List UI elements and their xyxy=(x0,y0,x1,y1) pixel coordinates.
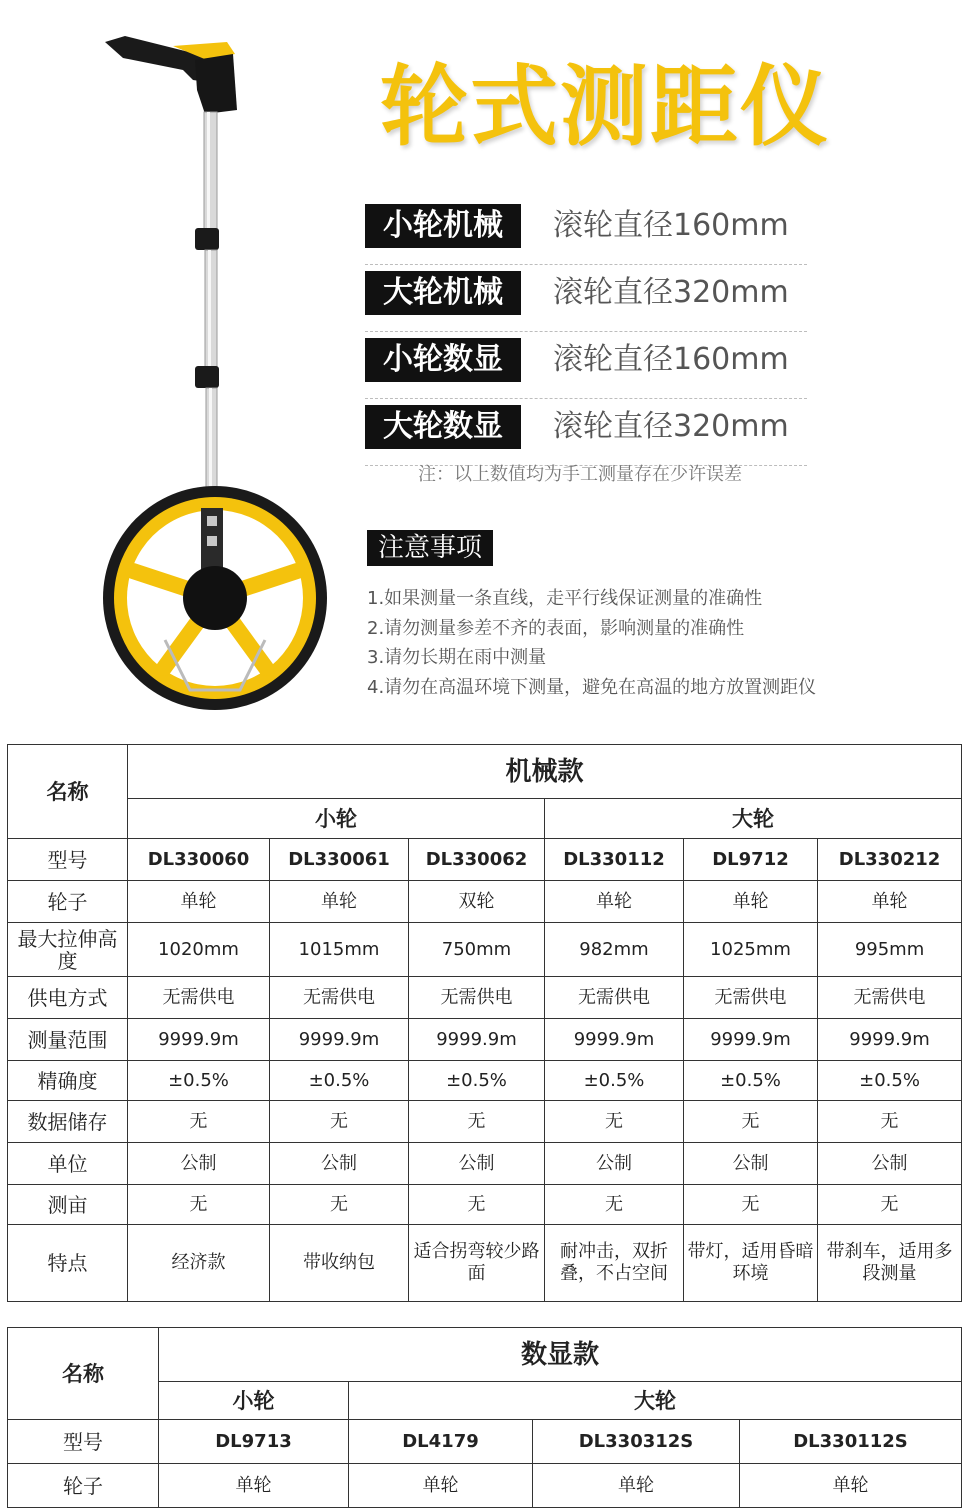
table-cell: 无 xyxy=(545,1185,684,1225)
table-row xyxy=(8,881,962,923)
table-cell: 单轮 xyxy=(159,1464,349,1508)
table-cell: 无 xyxy=(128,1101,270,1143)
hero-banner xyxy=(0,0,968,730)
table-cell: ±0.5% xyxy=(128,1061,270,1101)
table-cell: 无 xyxy=(684,1101,818,1143)
table-row xyxy=(8,977,962,1019)
table-cell: DL330312S xyxy=(533,1420,740,1464)
table-cell: 带灯，适用昏暗环境 xyxy=(684,1225,818,1302)
table-cell: 无需供电 xyxy=(818,977,962,1019)
table-cell: DL330112S xyxy=(740,1420,962,1464)
table-cell: 9999.9m xyxy=(545,1019,684,1061)
table-cell: 无需供电 xyxy=(409,977,545,1019)
table-cell: 单轮 xyxy=(270,881,409,923)
table-cell: 9999.9m xyxy=(270,1019,409,1061)
table-cell: DL9712 xyxy=(684,839,818,881)
row-label: 供电方式 xyxy=(8,977,128,1019)
table-cell: 单轮 xyxy=(684,881,818,923)
spec-note: 注：以上数值均为手工测量存在少许误差 xyxy=(418,464,742,485)
table-cell: 无需供电 xyxy=(545,977,684,1019)
row-label: 型号 xyxy=(8,839,128,881)
row-label: 轮子 xyxy=(8,1464,159,1508)
table-cell: 无 xyxy=(270,1101,409,1143)
table-row xyxy=(8,1464,962,1508)
table-cell: 9999.9m xyxy=(684,1019,818,1061)
row-label: 数据储存 xyxy=(8,1101,128,1143)
table-cell: 无 xyxy=(409,1185,545,1225)
table-row xyxy=(8,1225,962,1302)
spec-row xyxy=(365,265,807,332)
large-wheel-header: 大轮 xyxy=(545,799,962,839)
row-label: 型号 xyxy=(8,1420,159,1464)
table-cell: ±0.5% xyxy=(270,1061,409,1101)
notice-item: 2.请勿测量参差不齐的表面，影响测量的准确性 xyxy=(367,617,745,639)
table-cell: 双轮 xyxy=(409,881,545,923)
notice-item: 3.请勿长期在雨中测量 xyxy=(367,647,547,668)
spec-text: 滚轮直径160mm xyxy=(553,342,789,377)
table-cell: ±0.5% xyxy=(545,1061,684,1101)
notice-item: 1.如果测量一条直线，走平行线保证测量的准确性 xyxy=(367,588,763,609)
table-cell: DL330060 xyxy=(128,839,270,881)
spec-tag: 大轮数显 xyxy=(365,405,521,449)
measuring-wheel-image xyxy=(95,30,335,720)
table-cell: 无 xyxy=(818,1185,962,1225)
spec-text: 滚轮直径320mm xyxy=(553,409,789,444)
table-cell: 公制 xyxy=(818,1143,962,1185)
notice-list xyxy=(367,584,816,702)
table-cell: 995mm xyxy=(818,923,962,977)
spec-tag: 小轮数显 xyxy=(365,338,521,382)
table-row xyxy=(8,1185,962,1225)
small-wheel-header: 小轮 xyxy=(159,1382,349,1420)
table-cell: 经济款 xyxy=(128,1225,270,1302)
table-row xyxy=(8,1101,962,1143)
table-cell: 耐冲击，双折叠，不占空间 xyxy=(545,1225,684,1302)
table-cell: DL330062 xyxy=(409,839,545,881)
row-label: 精确度 xyxy=(8,1061,128,1101)
table-cell: 带刹车，适用多段测量 xyxy=(818,1225,962,1302)
table-cell: 982mm xyxy=(545,923,684,977)
table-cell: 无 xyxy=(128,1185,270,1225)
spec-row xyxy=(365,332,807,399)
row-label: 轮子 xyxy=(8,881,128,923)
table-cell: 1025mm xyxy=(684,923,818,977)
table-cell: 无 xyxy=(270,1185,409,1225)
table-cell: DL330061 xyxy=(270,839,409,881)
table-cell: ±0.5% xyxy=(409,1061,545,1101)
table-cell: 公制 xyxy=(409,1143,545,1185)
digital-spec-table xyxy=(7,1327,962,1508)
spec-tag: 小轮机械 xyxy=(365,204,521,248)
table-cell: 750mm xyxy=(409,923,545,977)
group-header: 机械款 xyxy=(128,745,962,799)
spec-list xyxy=(365,198,807,466)
notice-item: 4.请勿在高温环境下测量，避免在高温的地方放置测距仪 xyxy=(367,676,817,698)
table-cell: 适合拐弯较少路面 xyxy=(409,1225,545,1302)
table-cell: 带收纳包 xyxy=(270,1225,409,1302)
table-cell: 单轮 xyxy=(740,1464,962,1508)
table-cell: 公制 xyxy=(684,1143,818,1185)
group-header: 数显款 xyxy=(159,1328,962,1382)
table-cell: 单轮 xyxy=(533,1464,740,1508)
table-cell: 9999.9m xyxy=(128,1019,270,1061)
row-label: 测量范围 xyxy=(8,1019,128,1061)
table-cell: 公制 xyxy=(545,1143,684,1185)
page-title: 轮式测距仪 xyxy=(380,55,831,158)
spec-row xyxy=(365,399,807,466)
table-cell: 9999.9m xyxy=(818,1019,962,1061)
table-row xyxy=(8,923,962,977)
table-row xyxy=(8,839,962,881)
table-row xyxy=(8,1143,962,1185)
spec-row xyxy=(365,198,807,265)
table-cell: 无 xyxy=(409,1101,545,1143)
row-label: 单位 xyxy=(8,1143,128,1185)
table-cell: ±0.5% xyxy=(684,1061,818,1101)
table-row xyxy=(8,1420,962,1464)
table-cell: 1020mm xyxy=(128,923,270,977)
name-header: 名称 xyxy=(8,745,128,839)
notice-heading: 注意事项 xyxy=(367,530,493,566)
table-cell: ±0.5% xyxy=(818,1061,962,1101)
table-cell: DL330212 xyxy=(818,839,962,881)
row-label: 特点 xyxy=(8,1225,128,1302)
table-cell: 单轮 xyxy=(349,1464,533,1508)
table-cell: 单轮 xyxy=(128,881,270,923)
table-cell: 无需供电 xyxy=(128,977,270,1019)
table-row xyxy=(8,1019,962,1061)
row-label: 测亩 xyxy=(8,1185,128,1225)
table-cell: 9999.9m xyxy=(409,1019,545,1061)
mechanical-spec-table xyxy=(7,744,962,1302)
spec-tag: 大轮机械 xyxy=(365,271,521,315)
table-cell: DL330112 xyxy=(545,839,684,881)
table-cell: DL4179 xyxy=(349,1420,533,1464)
row-label: 最大拉伸高度 xyxy=(8,923,128,977)
name-header: 名称 xyxy=(8,1328,159,1420)
table-cell: 无 xyxy=(684,1185,818,1225)
spec-text: 滚轮直径160mm xyxy=(553,208,789,243)
table-cell: 无 xyxy=(545,1101,684,1143)
table-cell: 无需供电 xyxy=(684,977,818,1019)
table-cell: DL9713 xyxy=(159,1420,349,1464)
table-cell: 单轮 xyxy=(545,881,684,923)
table-cell: 无 xyxy=(818,1101,962,1143)
table-cell: 无需供电 xyxy=(270,977,409,1019)
small-wheel-header: 小轮 xyxy=(128,799,545,839)
table-cell: 公制 xyxy=(128,1143,270,1185)
large-wheel-header: 大轮 xyxy=(349,1382,962,1420)
table-cell: 公制 xyxy=(270,1143,409,1185)
table-row xyxy=(8,1061,962,1101)
spec-text: 滚轮直径320mm xyxy=(553,275,789,310)
table-cell: 单轮 xyxy=(818,881,962,923)
table-cell: 1015mm xyxy=(270,923,409,977)
